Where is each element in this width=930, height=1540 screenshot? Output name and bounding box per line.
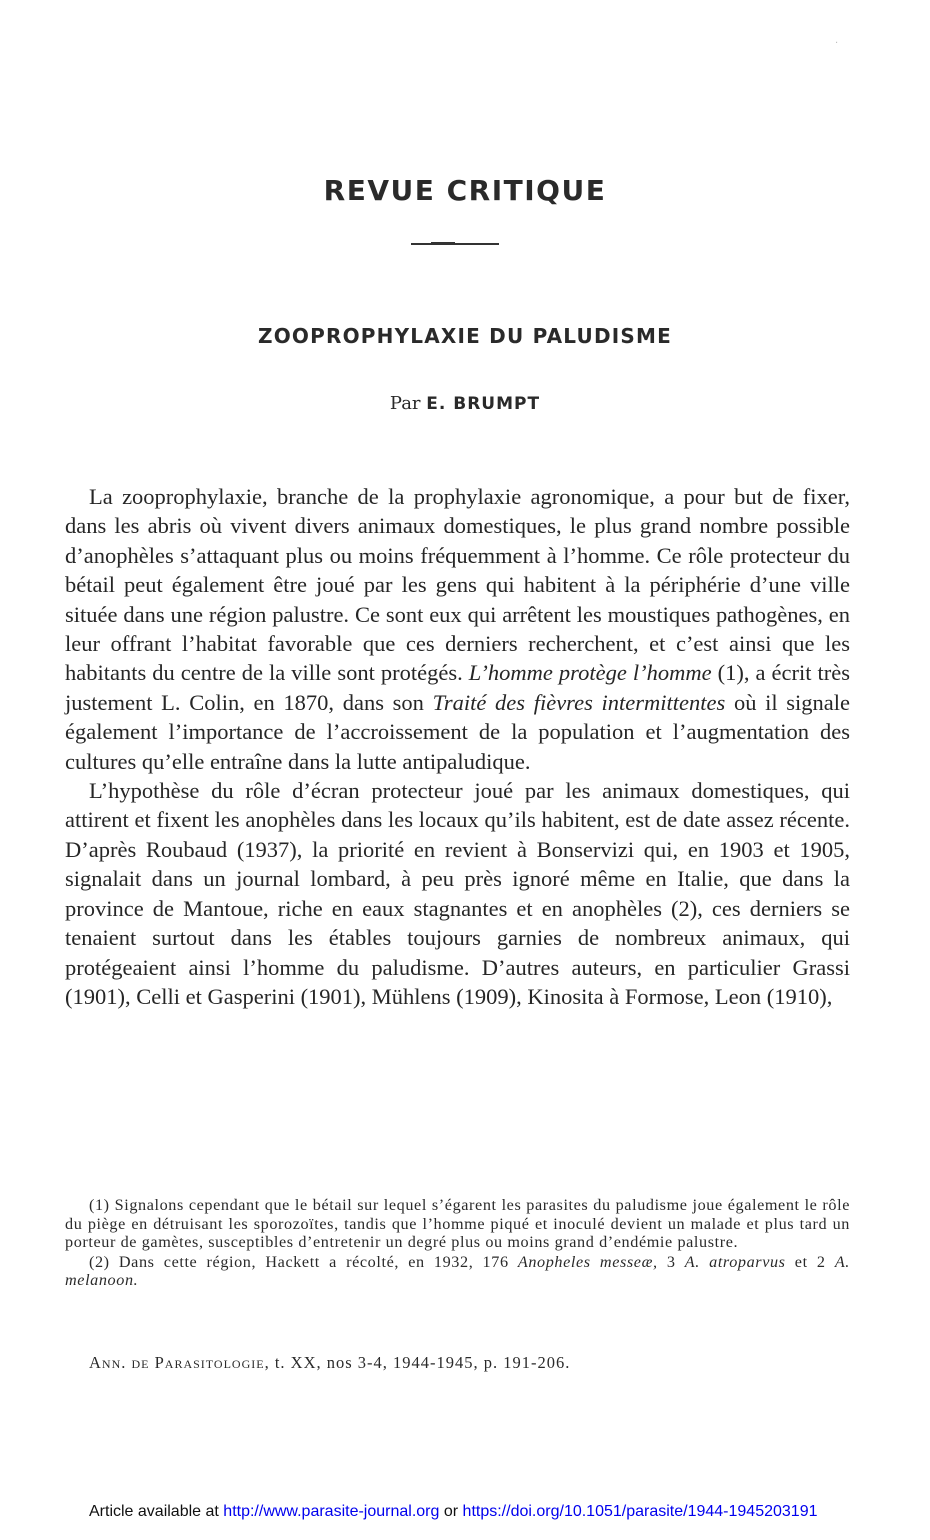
footer-prefix: Article available at bbox=[89, 1503, 219, 1520]
section-title: REVUE CRITIQUE bbox=[323, 174, 607, 207]
byline-prefix: Par bbox=[389, 393, 421, 414]
paragraph-1-italic-book-title: Traité des fièvres intermittentes bbox=[432, 689, 726, 715]
doi-link[interactable]: https://doi.org/10.1051/parasite/1944-1945203191 bbox=[462, 1503, 818, 1520]
paragraph-2: L’hypothèse du rôle d’écran protecteur joué par les animaux domestiques, qui attirent et fixent les anophèles dans les locaux qu’ils habitent, est de date assez récente. D’après Roubaud (1937), la priorité en revient à Bonservizi qui, en 1903 et 1905, signalait dans un journal lombard, à peu près ignoré même en Italie, que dans la province de Mantoue, riche en eaux stagnantes et en anophèles (2), ces derniers se tenaient surtout dans les étables toujours garnies de nombreux animaux, qui protégeaient ainsi l’homme du paludisme. D’autres auteurs, en particulier Grassi (1901), Celli et Gasperini (1901), Mühlens (1909), Kinosita à Formose, Leon (1910), bbox=[65, 778, 850, 1009]
footnote-1: (1) Signalons cependant que le bétail sur lequel s’égarent les parasites du paludisme joue également le rôle du piège en détruisant les sporozoïtes, tandis que l’homme piqué et inoculé devient un malade et plus tard un porteur de gamètes, susceptibles d’entretenir un degré plus ou moins grand d’endémie palustre. bbox=[65, 1196, 850, 1252]
footnote-2-text-a: (2) Dans cette région, Hackett a récolté, en 1932, 176 bbox=[89, 1252, 509, 1271]
article-body bbox=[65, 482, 850, 1011]
availability-footer bbox=[89, 1503, 919, 1521]
paragraph-1-text-a: La zooprophylaxie, branche de la prophylaxie agronomique, a pour but de fixer, dans les abris où vivent divers animaux domestiques, le plus grand nombre possible d’anophèles s’attaquant plus ou moins fréquemment à l’homme. Ce rôle protecteur du bétail peut également être joué par les gens qui habitent à la périphérie d’une ville située dans une région palustre. Ce sont eux qui arrêtent les moustiques pathogènes, en leur offrant l’habitat favorable que ces derniers recherchent, et c’est ainsi que les habitants du centre de la ville sont protégés. bbox=[65, 484, 850, 686]
article-title: ZOOPROPHYLAXIE DU PALUDISME bbox=[258, 324, 672, 348]
paragraph-1 bbox=[65, 482, 850, 776]
footnote-2-species-3: A. melanoon. bbox=[65, 1252, 850, 1290]
journal-link[interactable]: http://www.parasite-journal.org bbox=[223, 1503, 440, 1520]
footnote-2-text-c: et 2 bbox=[794, 1252, 826, 1271]
title-divider bbox=[411, 243, 499, 245]
citation-details: , t. XX, nos 3-4, 1944-1945, p. 191-206. bbox=[264, 1353, 571, 1372]
paragraph-1-text-b: (1), a écrit très justement L. Colin, en 1870, dans son bbox=[65, 660, 850, 715]
footnotes bbox=[65, 1196, 850, 1290]
footnote-2-species-2: A. atroparvus bbox=[684, 1252, 786, 1271]
footnote-2 bbox=[65, 1253, 850, 1290]
paragraph-1-text-c: où il signale également l’importance de l’accroissement de la population et l’augmentation des cultures qu’elle entraîne dans la lutte antipaludique. bbox=[65, 689, 851, 774]
journal-citation bbox=[89, 1353, 869, 1373]
footer-or: or bbox=[443, 1503, 459, 1520]
journal-name: Ann. de Parasitologie bbox=[89, 1353, 265, 1372]
author-name: E. BRUMPT bbox=[426, 394, 541, 414]
footnote-2-species-1: Anopheles messeæ, bbox=[517, 1252, 658, 1271]
footnote-2-text-b: 3 bbox=[666, 1252, 676, 1271]
scan-artifact: · bbox=[835, 38, 839, 49]
paragraph-1-italic-quote: L’homme protège l’homme bbox=[468, 660, 712, 686]
byline bbox=[0, 393, 930, 414]
